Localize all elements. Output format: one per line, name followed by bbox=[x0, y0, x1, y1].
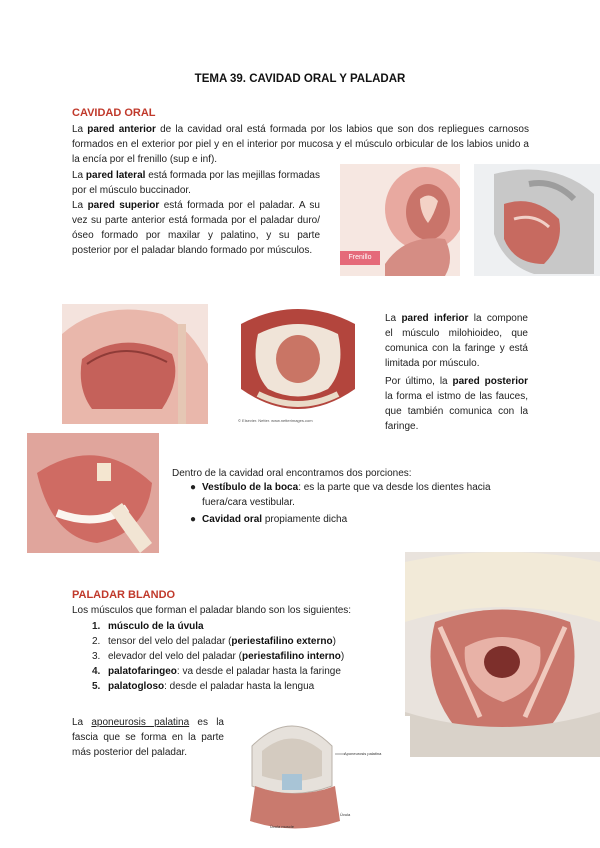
figure-sagittal-section bbox=[62, 304, 208, 424]
list-item: 3. elevador del velo del paladar (periestafilino interno) bbox=[92, 651, 345, 662]
list-item: 1. músculo de la úvula bbox=[92, 621, 204, 632]
uvula-muscle-label: Úvula muscle bbox=[270, 824, 295, 829]
aponeurosis-illustration bbox=[240, 716, 410, 834]
figure-vestibule bbox=[27, 433, 159, 553]
oral-floor-illustration bbox=[236, 304, 360, 428]
section-heading-cavidad-oral: CAVIDAD ORAL bbox=[72, 107, 156, 119]
cheek-muscles-illustration bbox=[474, 164, 600, 276]
uvula-label: Úvula bbox=[340, 812, 351, 817]
figure-lips-frenulum bbox=[340, 164, 460, 276]
list-item: 5. palatogloso: desde el paladar hasta la lengua bbox=[92, 681, 315, 692]
portions-intro: Dentro de la cavidad oral encontramos dos porciones: bbox=[172, 468, 412, 479]
list-item: 2. tensor del velo del paladar (periestafilino externo) bbox=[92, 636, 336, 647]
paragraph-posterior-wall: Por último, la pared posterior la forma el istmo de las fauces, que también comunica con la faringe. bbox=[385, 376, 528, 432]
figure-cheek-muscles bbox=[474, 164, 600, 276]
paragraph-superior-wall: La pared superior está formada por el paladar. A su vez su parte anterior está formada por el paladar duro/óseo formado por maxilar y palatino, y su parte posterior por el paladar blando formado por músculos. bbox=[72, 200, 320, 256]
frenillo-label: Frenillo bbox=[340, 251, 380, 265]
bullet-icon: ● bbox=[190, 482, 197, 493]
bullet-icon: ● bbox=[190, 514, 197, 525]
figure-soft-palate-muscles bbox=[405, 552, 600, 757]
copyright-note: © Elsevier. Netter. www.netterimages.com bbox=[238, 418, 313, 423]
palate-muscle-list bbox=[92, 619, 392, 694]
paragraph-inferior-wall: La pared inferior la compone el músculo milohioideo, que comunica con la faringe y está limitada por músculo. bbox=[385, 313, 528, 369]
soft-palate-illustration bbox=[405, 552, 600, 757]
palate-intro: Los músculos que forman el paladar blando son los siguientes: bbox=[72, 605, 352, 616]
paragraph-aponeurosis: La aponeurosis palatina es la fascia que se forma en la parte más posterior del paladar. bbox=[72, 717, 224, 758]
aponeurosis-label: Aponeurosis palatina bbox=[344, 751, 382, 756]
figure-oral-floor bbox=[236, 304, 360, 428]
vestibule-illustration bbox=[27, 433, 159, 553]
page-title: TEMA 39. CAVIDAD ORAL Y PALADAR bbox=[194, 73, 406, 85]
paragraph-lateral-wall: La pared lateral está formada por las mejillas formadas por el músculo buccinador. bbox=[72, 170, 320, 196]
section-heading-paladar-blando: PALADAR BLANDO bbox=[72, 589, 176, 601]
list-item: 4. palatofaringeo: va desde el paladar hasta la faringe bbox=[92, 666, 341, 677]
portion-list-item: ● Vestíbulo de la boca: es la parte que va desde los dientes hacia fuera/cara vestibular. bbox=[190, 482, 491, 508]
figure-palatine-aponeurosis bbox=[240, 716, 410, 834]
sagittal-illustration bbox=[62, 304, 208, 424]
paragraph-anterior-wall: La pared anterior de la cavidad oral está formada por los labios que son dos repliegues carnosos formados en el exterior por piel y en el interior por mucosa y el músculo orbicular de los labios unido a la encía por el frenillo (sup e inf). bbox=[72, 124, 529, 165]
portion-list-item: ● Cavidad oral propiamente dicha bbox=[190, 514, 348, 525]
